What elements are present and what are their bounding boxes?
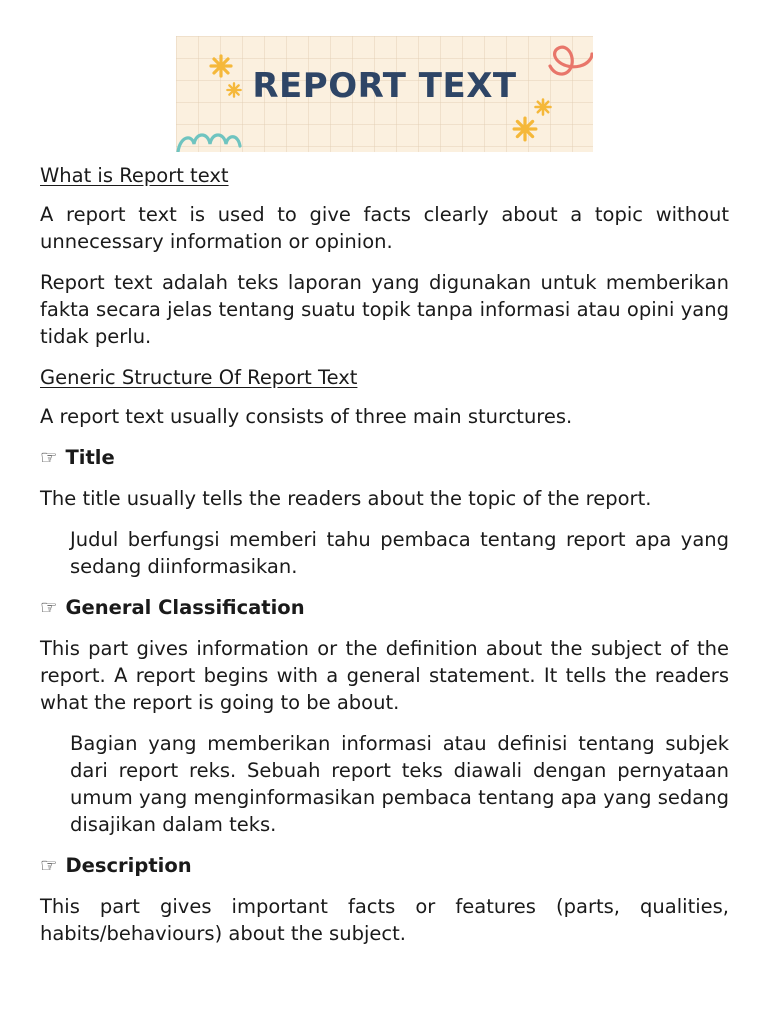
paragraph-indonesian: Report text adalah teks laporan yang digunakan untuk memberikan fakta secara jelas tentang suatu topik tanpa informasi atau opini yang tidak perlu.	[40, 271, 729, 348]
loop-decoration-icon	[176, 126, 256, 152]
section-heading: Generic Structure Of Report Text	[40, 366, 358, 389]
structure-item-label: Description	[65, 854, 192, 877]
paragraph-english: The title usually tells the readers about the topic of the report.	[40, 487, 652, 510]
paragraph-english: This part gives important facts or features (parts, qualities, habits/behaviours) about the subject.	[40, 895, 729, 945]
structure-item-label: General Classification	[65, 596, 305, 619]
structure-item-label: Title	[65, 446, 115, 469]
paragraph-english: This part gives information or the definition about the subject of the report. A report begins with a general statement. It tells the readers what the report is going to be about.	[40, 637, 729, 714]
paragraph-indonesian: Judul berfungsi memberi tahu pembaca tentang report apa yang sedang diinformasikan.	[70, 528, 729, 578]
section-heading: What is Report text	[40, 164, 229, 187]
structure-item-description	[40, 852, 729, 879]
document-body	[40, 162, 729, 961]
star-icon	[512, 116, 538, 142]
structure-item-title	[40, 444, 729, 471]
structure-item-general-classification	[40, 594, 729, 621]
banner-title: REPORT TEXT	[252, 66, 517, 106]
paragraph-english: A report text is used to give facts clearly about a topic without unnecessary information or opinion.	[40, 203, 729, 253]
paragraph-indonesian: Bagian yang memberikan informasi atau definisi tentang subjek dari report reks. Sebuah report teks diawali dengan pernyataan umum yang menginformasikan pembaca tentang apa yang sedang disajikan dalam teks.	[70, 732, 729, 836]
pointing-hand-icon: ☞	[40, 854, 58, 877]
pointing-hand-icon: ☞	[40, 446, 58, 469]
title-banner	[176, 36, 593, 152]
paragraph-intro: A report text usually consists of three main sturctures.	[40, 405, 573, 428]
pointing-hand-icon: ☞	[40, 596, 58, 619]
